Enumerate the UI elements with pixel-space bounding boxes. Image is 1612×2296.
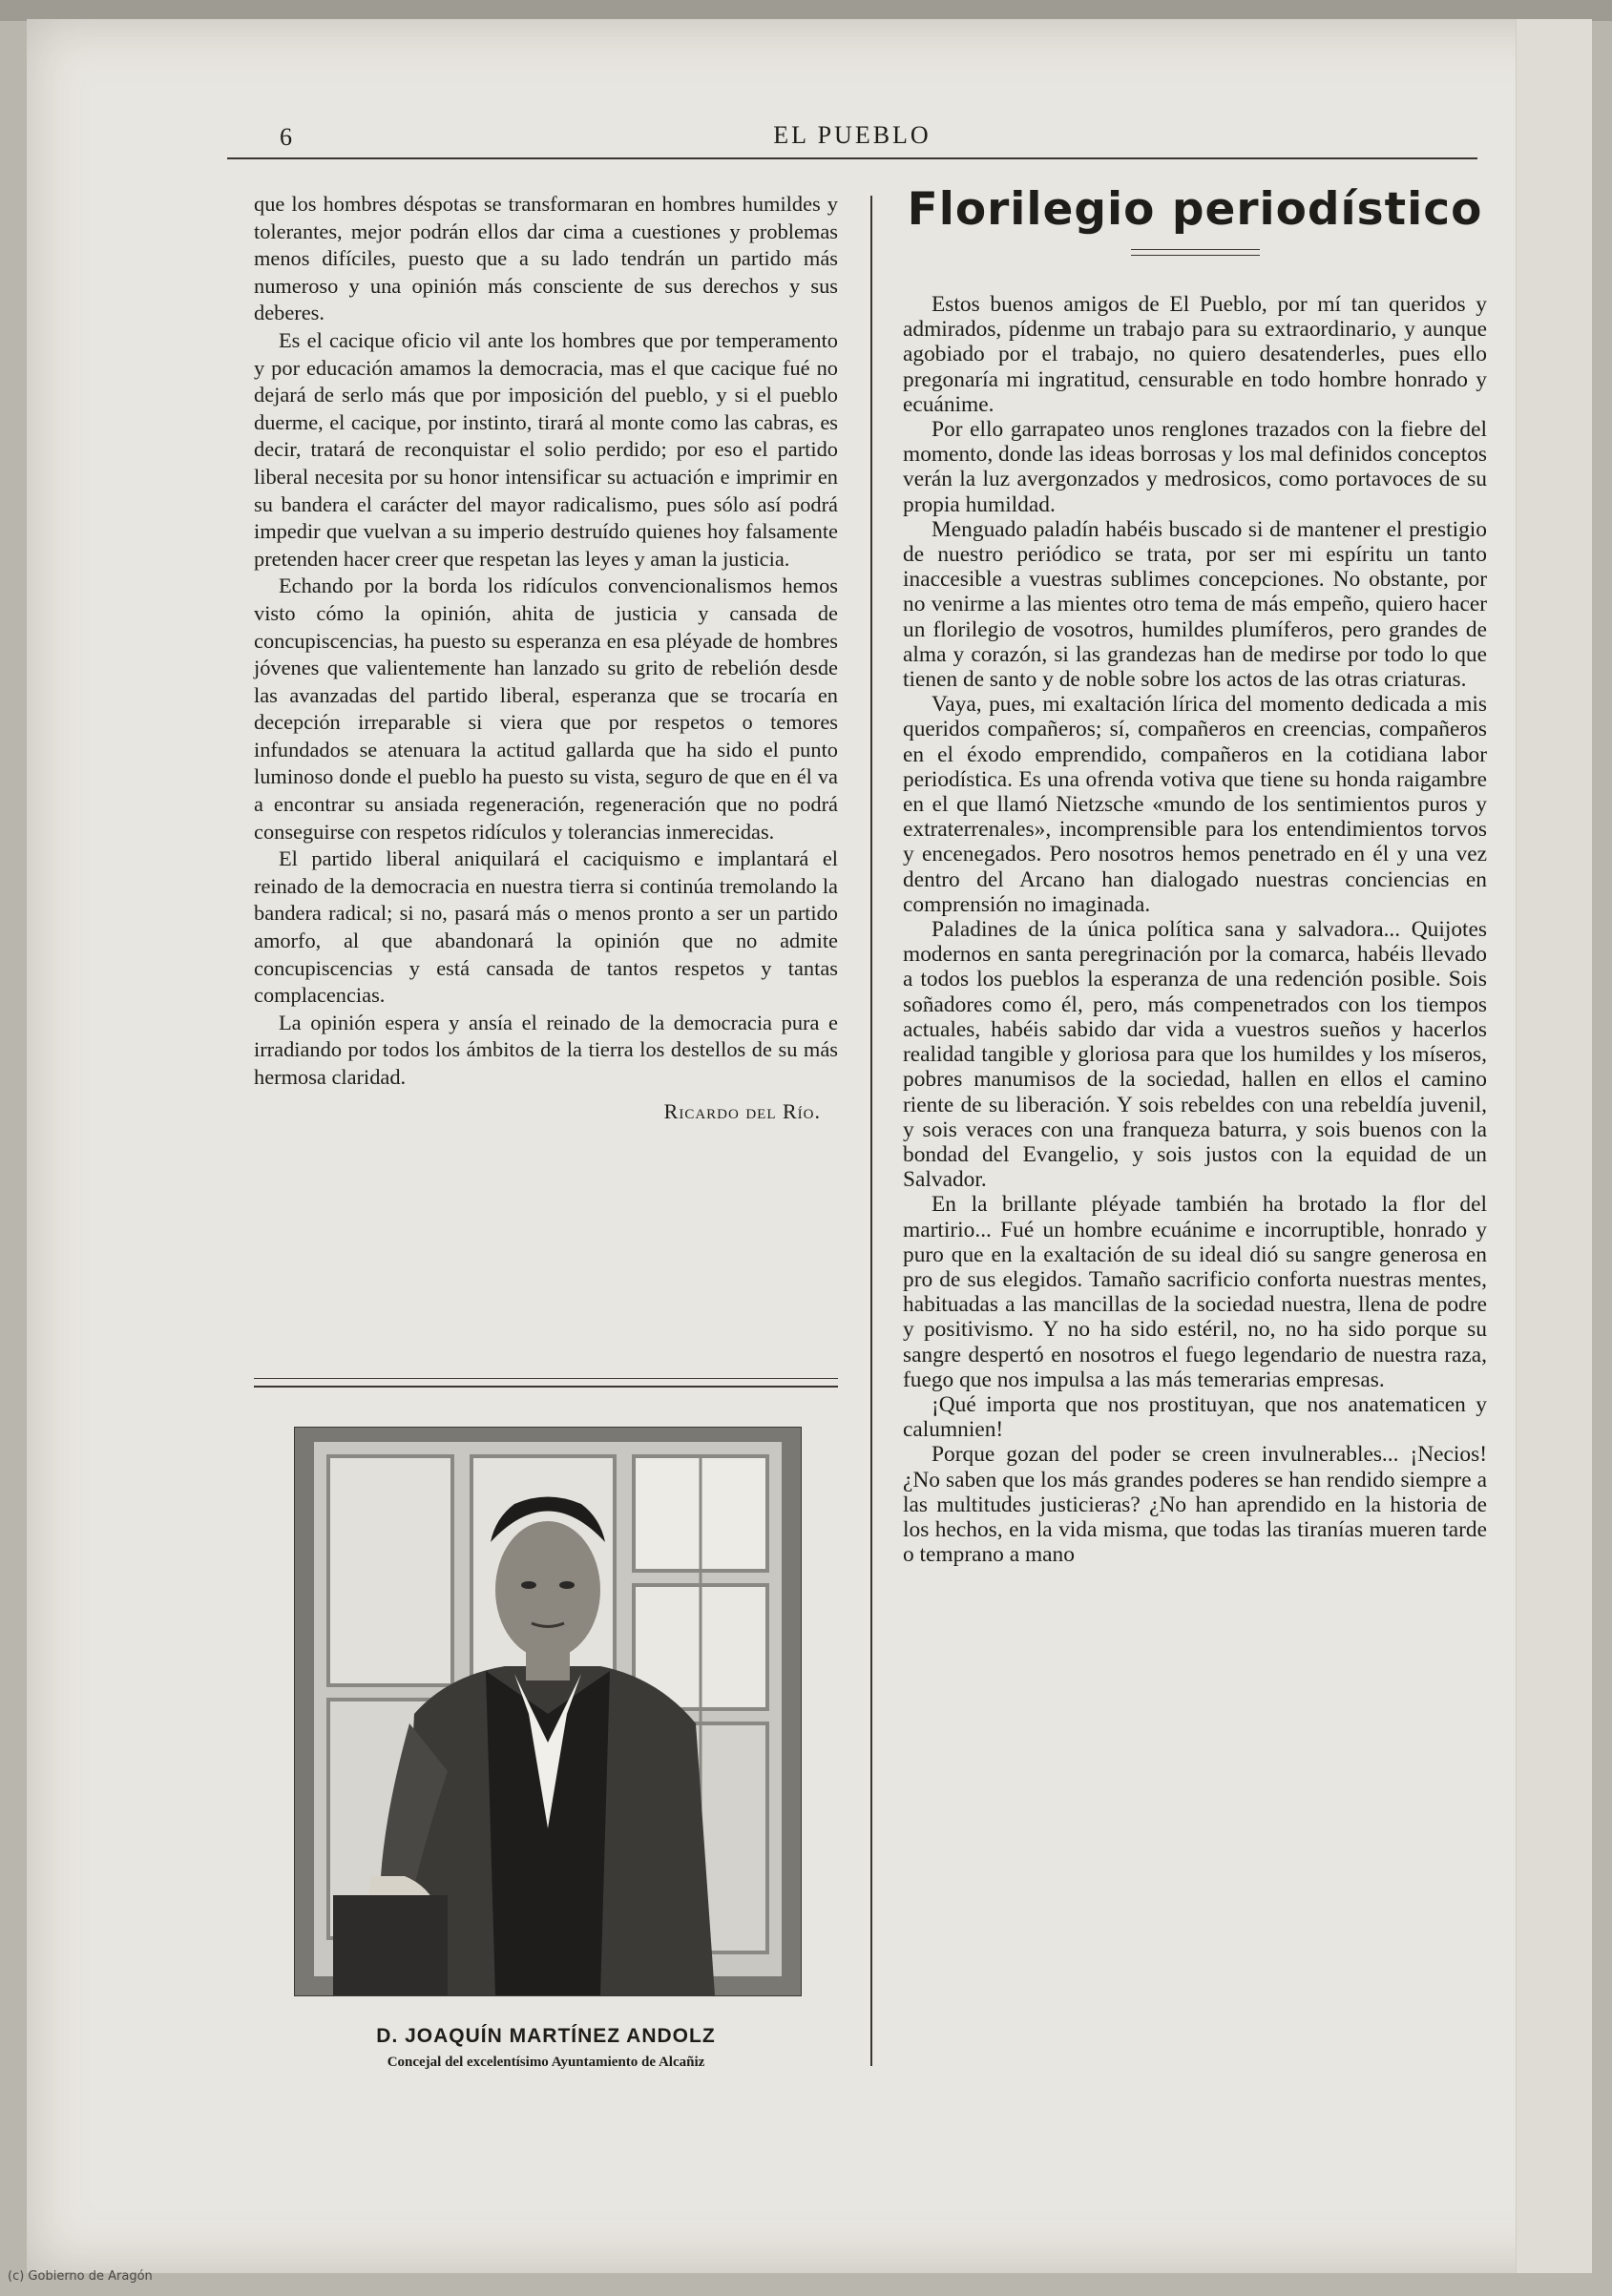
paragraph: Vaya, pues, mi exaltación lírica del momento dedicada a mis queridos compañeros; sí, compañeros en creencias, compañeros en el éxodo emprendido, compañeros en la cotidiana labor periodística. Es una ofrenda votiva que tiene su honda raigambre en el que llamó Nietzsche «mundo de los sentimientos puros y extraterrenales», incomprensible para los entendimientos torvos y encenegados. Pero nosotros hemos penetrado en él y una vez dentro del Arcano han dialogado nuestras conciencias en comprensión no imaginada.	[903, 692, 1487, 917]
left-article	[254, 191, 838, 1124]
section-divider	[254, 1378, 838, 1388]
paragraph: Es el cacique oficio vil ante los hombres que por temperamento y por educación amamos la democracia, mas el que cacique fué no dejará de serlo más que por imposición del pueblo, y si el pueblo duerme, el cacique, por instinto, tirará al monte como las cabras, es decir, tratará de reconquistar el solio perdido; por eso el partido liberal necesita por su honor intensificar su actuación e imprimir en su bandera el carácter del mayor radicalismo, pues sólo así podrá impedir que vuelvan a su imperio destruído quienes hoy falsamente pretenden hacer creer que respetan las leyes y aman la justicia.	[254, 327, 838, 571]
copyright-notice: (c) Gobierno de Aragón	[8, 2269, 153, 2284]
paragraph: Por ello garrapateo unos renglones trazados con la fiebre del momento, donde las ideas borrosas y los mal definidos conceptos verán la luz avergonzados y medrosicos, como portavoces de su propia humildad.	[903, 417, 1487, 517]
paragraph: Porque gozan del poder se creen invulnerables... ¡Necios! ¿No saben que los más grandes poderes se han rendido siempre a las multitudes justicieras? ¿No han aprendido en la historia de los hechos, en la vida misma, que todas las tiranías mueren tarde o temprano a mano	[903, 1442, 1487, 1568]
paragraph: El partido liberal aniquilará el caciquismo e implantará el reinado de la democracia en nuestra tierra si continúa tremolando la bandera radical; si no, pasará más o menos pronto a ser un partido amorfo, al que abandonará la opinión que no admite concupiscencias y está cansada de tantos respetos y tantas complacencias.	[254, 846, 838, 1008]
left-article-body	[254, 191, 838, 1092]
paragraph: La opinión espera y ansía el reinado de la democracia pura e irradiando por todos los ámbitos de la tierra los destellos de su más hermosa claridad.	[254, 1010, 838, 1089]
paragraph: ¡Qué importa que nos prostituyan, que nos anatematicen y calumnien!	[903, 1391, 1487, 1443]
paragraph: que los hombres déspotas se transformaran en hombres humildes y tolerantes, mejor podrán ellos dar cima a cuestiones y problemas menos difíciles, puesto que a su lado tendrán un partido más numeroso y una opinión más consciente de sus derechos y sus deberes.	[254, 192, 838, 325]
photo-caption-subtitle: Concejal del excelentísimo Ayuntamiento de Alcañiz	[387, 2055, 705, 2070]
paragraph: Echando por la borda los ridículos convencionalismos hemos visto cómo la opinión, ahita de justicia y cansada de concupiscencias, ha puesto su esperanza en esa pléyade de hombres jóvenes que valientemente han lanzado su grito de rebelión desde las avanzadas del partido liberal, esperanza que se trocaría en decepción irreparable si viera que por respetos o temores infundados se atenuara la actitud gallarda que ha sido el punto luminoso donde el pueblo ha puesto su vista, seguro de que en él va a encontrar su ansiada regeneración, regeneración que no podrá conseguirse con respetos ridículos y tolerancias inmerecidas.	[254, 574, 838, 844]
paragraph: En la brillante pléyade también ha brotado la flor del martirio... Fué un hombre ecuánime e incorruptible, honrado y puro que en la exaltación de su ideal dió su sangre generosa en pro de sus elegidos. Tamaño sacrificio conforta nuestras mentes, habituadas a las mancillas de la sociedad nuestra, llena de podre y positivismo. Y no ha sido estéril, no, no ha sido porque su sangre despertó en nosotros el fuego legendario de nuestra raza, fuego que nos impulsa a las más temerarias empresas.	[903, 1192, 1487, 1392]
photo-caption-name: D. JOAQUÍN MARTÍNEZ ANDOLZ	[376, 2025, 716, 2047]
paragraph: Paladines de la única política sana y salvadora... Quijotes modernos en santa peregrinación por la comarca, habéis llevado a todos los pueblos la esperanza de una redención posible. Sois soñadores como él, pero, más compenetrados con los tiempos actuales, habéis sabido dar vida a vuestros sueños y hacerlos realidad tangible y gloriosa para que los humildes y los míseros, pobres manumisos de la sociedad, hallen en ellos el camino riente de su liberación. Y sois rebeldes con una rebeldía juvenil, y sois veraces con una franqueza baturra, y sois buenos con la bondad del Evangelio, y sois justos con la equidad de un Salvador.	[903, 917, 1487, 1193]
portrait-photo	[294, 1427, 802, 1996]
right-article-body	[903, 292, 1487, 1567]
running-head: EL PUEBLO	[773, 121, 932, 149]
author-signature: Ricardo del Río.	[663, 1098, 821, 1123]
paragraph: Estos buenos amigos de El Pueblo, por mí tan queridos y admirados, pídenme un trabajo para su extraordinario, y aunque agobiado por el trabajo, no quiero desatenderles, pues ello pregonaría mi ingratitud, censurable en todo hombre honrado y ecuánime.	[903, 292, 1487, 417]
column-rule	[870, 196, 872, 2066]
newspaper-page	[27, 19, 1592, 2273]
title-rule	[1131, 249, 1260, 256]
right-article	[903, 183, 1487, 1567]
article-title: Florilegio periodístico	[907, 183, 1483, 236]
page-header	[227, 110, 1477, 159]
adjacent-page-strip	[1516, 19, 1592, 2273]
page-number: 6	[280, 123, 292, 151]
scan-edge	[0, 0, 1612, 21]
paragraph: Menguado paladín habéis buscado si de mantener el prestigio de nuestro periódico se trata, por ser mi espíritu un tanto inaccesible a vuestras sublimes concepciones. No obstante, por no venirme a las mientes otro tema de más empeño, quiero hacer un florilegio de vosotros, humildes plumíferos, pero grandes de alma y corazón, si las grandezas han de medirse por todo lo que tienen de santo y de noble sobre los actos de las otras criaturas.	[903, 516, 1487, 693]
